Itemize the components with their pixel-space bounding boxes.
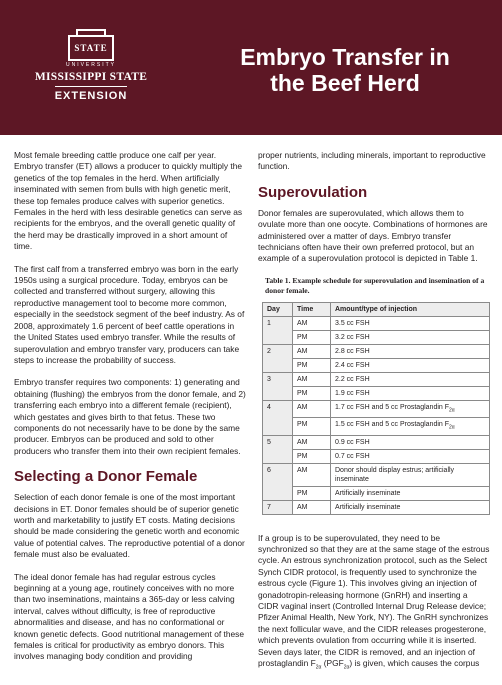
header-day: Day (263, 302, 293, 316)
cell-time: AM (293, 463, 331, 486)
logo-university: UNIVERSITY (65, 62, 116, 68)
table-row (263, 372, 490, 386)
table-row (263, 316, 490, 330)
header-time: Time (293, 302, 331, 316)
cell-amount: 3.5 cc FSH (331, 316, 490, 330)
table-body (263, 316, 490, 514)
title-line-1: Embryo Transfer in (240, 44, 450, 70)
table-block (258, 276, 490, 515)
table-row (263, 418, 490, 435)
paragraph-superovulation: Donor females are superovulated, which allows them to ovulate more than one oocyte. Combinations of hormones are administered over a matter of days. Embryo transfer technicians often have their own preferred protocol, but an example of a superovulation protocol is depicted in Table 1. (258, 207, 488, 264)
table-row (263, 330, 490, 344)
cell-time: AM (293, 435, 331, 449)
cell-day: 6 (263, 463, 293, 500)
paragraph-synchronization: If a group is to be superovulated, they need to be synchronized so that they are at the same stage of the estrous cycle. An estrous synchronization protocol, such as the Select Synch CIDR protocol, is frequently used to synchronize the estrous cycle (Figure 1). This involves giving an injection of gonadotropin-releasing hormone (GnRH) and inserting a CIDR vaginal insert (Controlled Internal Drug Release device; Pfizer Animal Health, New York, NY). The GnRH synchronizes the next follicular wave, and the CIDR releases progesterone, which prevents ovulation from occurring while it is inserted. Seven days later, the CIDR is removed, and an injection of prostaglandin $F_{2\alpha}$ $(PGF_{2\alpha})$ is given, which causes the corpus (258, 532, 490, 671)
cell-time: PM (293, 358, 331, 372)
table-row (263, 500, 490, 514)
left-column (14, 150, 246, 674)
msu-extension-logo[interactable] (31, 35, 151, 123)
cell-amount: Donor should display estrus; artificially inseminate (331, 463, 490, 486)
right-column (258, 150, 490, 685)
cell-amount: 1.9 cc FSH (331, 386, 490, 400)
logo-extension: EXTENSION (55, 86, 128, 102)
table-row (263, 344, 490, 358)
table-row (263, 463, 490, 486)
cell-time: PM (293, 418, 331, 435)
cell-amount: 2.4 cc FSH (331, 358, 490, 372)
paragraph-components: Embryo transfer requires two components: 1) generating and obtaining (flushing) the embryos from the donor female, and 2) transferring each embryo into a different female (recipient), which gestates and gives birth to that fetus. These two components do not necessarily have to be done by the same producer. Embryos can be produced and sold to other producers who transfer them into their own recipient females. (14, 377, 246, 456)
heading-superovulation: Superovulation (258, 183, 368, 201)
table-row (263, 435, 490, 449)
cell-amount: 2.8 cc FSH (331, 344, 490, 358)
table-row (263, 400, 490, 417)
cell-amount: 2.2 cc FSH (331, 372, 490, 386)
cell-amount: 1.7 cc FSH and 5 cc Prostaglandin $F_{2\alpha}$ (331, 400, 490, 417)
cell-time: AM (293, 400, 331, 417)
cell-amount: Artificially inseminate (331, 486, 490, 500)
paragraph-intro: Most female breeding cattle produce one calf per year. Embryo transfer (ET) allows a producer to quickly multiply the genetics of the top females in the herd. When artificially inseminated with semen from bulls with high genetic merit, these top females produce calves with superior genetics. Females in the herd with less desirable genetics can serve as recipients for the embryos, and the overall genetic quality of the herd may be drastically improved in a short amount of time. (14, 150, 243, 252)
cell-day: 7 (263, 500, 293, 514)
msu-state-seal-icon: STATE (68, 35, 114, 61)
table-caption: Table 1. Example schedule for superovulation and insemination of a donor female. (265, 275, 485, 295)
page-title (205, 44, 485, 96)
heading-selecting-donor: Selecting a Donor Female (14, 468, 198, 486)
header-amount: Amount/type of injection (331, 302, 490, 316)
cell-day: 4 (263, 400, 293, 435)
cell-day: 2 (263, 344, 293, 372)
header-banner (0, 0, 502, 135)
paragraph-selection: Selection of each donor female is one of the most important decisions in ET. Donor females should be of superior genetic worth and marketability to justify ET costs. Mating decisions should be made considering the genetic worth and economic value of potential calves. The reproductive potential of a donor female must also be evaluated. (14, 492, 245, 560)
cell-time: PM (293, 449, 331, 463)
cell-day: 5 (263, 435, 293, 463)
table-row (263, 449, 490, 463)
cell-time: PM (293, 386, 331, 400)
cell-amount: 1.5 cc FSH and 5 cc Prostaglandin $F_{2\alpha}$ (331, 418, 490, 435)
cell-amount: 3.2 cc FSH (331, 330, 490, 344)
cell-day: 1 (263, 316, 293, 344)
title-line-2: the Beef Herd (270, 70, 420, 96)
superovulation-table (262, 302, 490, 515)
cell-time: AM (293, 372, 331, 386)
cell-time: AM (293, 344, 331, 358)
cell-time: PM (293, 330, 331, 344)
table-row (263, 358, 490, 372)
cell-amount: Artificially inseminate (331, 500, 490, 514)
cell-time: PM (293, 486, 331, 500)
cell-amount: 0.7 cc FSH (331, 449, 490, 463)
cell-time: AM (293, 316, 331, 330)
paragraph-continued: proper nutrients, including minerals, important to reproductive function. (258, 150, 486, 172)
cell-amount: 0.9 cc FSH (331, 435, 490, 449)
cell-day: 3 (263, 372, 293, 400)
paragraph-history: The first calf from a transferred embryo was born in the early 1950s using a surgical procedure. Today, embryos can be collected and transferred without surgery, allowing this reproductive management tool to become more common, especially in the seedstock segment of the beef industry. As of 2008, approximately 1.6 percent of beef cattle operations in the United States used embryo transfer. While the results of superovulation and embryo transfer vary, producers can take steps to increase the probability of success. (14, 263, 245, 365)
paragraph-ideal-donor: The ideal donor female has had regular estrous cycles beginning at a young age, routinely conceives with no more than two inseminations, maintains a 365-day or less calving interval, calves without difficulty, is free of reproductive abnormalities and disease, and has no conformational or known genetic defects. Good nutritional management of these females is critical for productivity as embryo donors. This involves managing body condition and providing (14, 571, 244, 662)
table-row (263, 386, 490, 400)
logo-name: MISSISSIPPI STATE (34, 71, 148, 83)
cell-time: AM (293, 500, 331, 514)
table-header-row (263, 302, 490, 316)
table-row (263, 486, 490, 500)
